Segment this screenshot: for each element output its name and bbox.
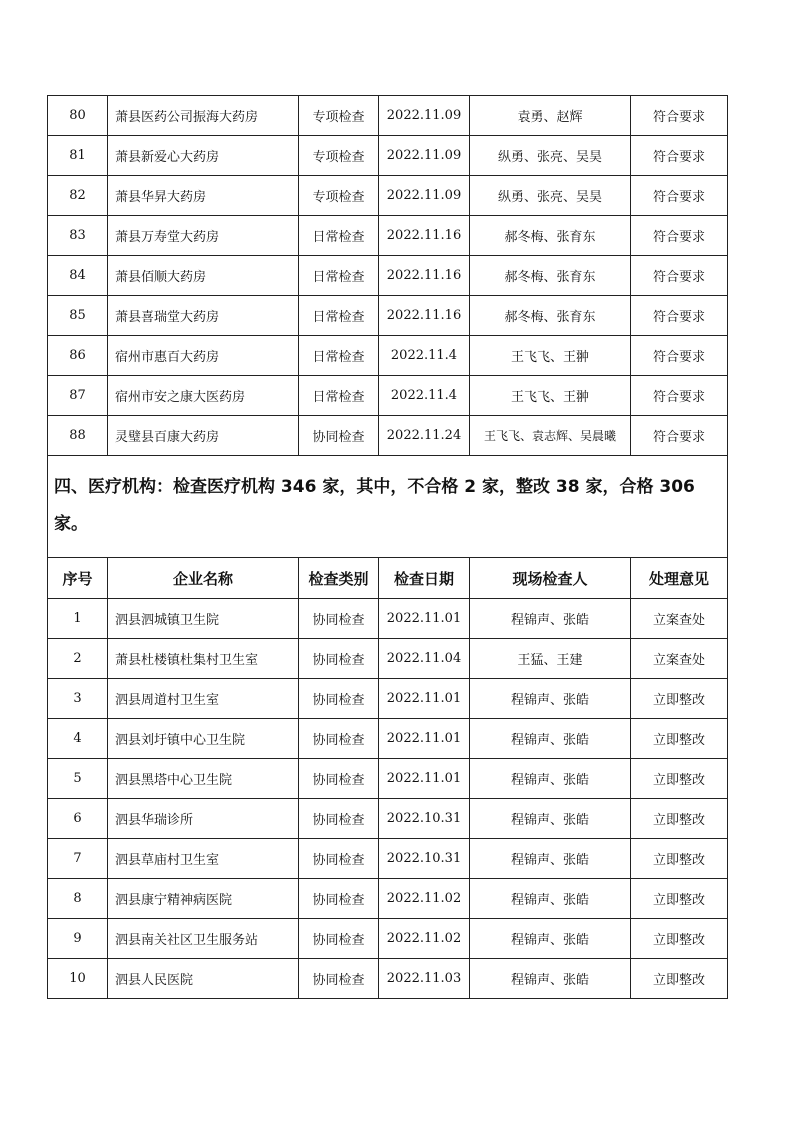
cell-type: 协同检查 [299,599,379,639]
table-row [48,416,728,456]
cell-no: 6 [48,799,108,839]
cell-name: 泗县南关社区卫生服务站 [108,919,299,959]
cell-date: 2022.11.01 [379,599,470,639]
cell-date: 2022.11.09 [379,176,470,216]
cell-no: 83 [48,216,108,256]
cell-inspectors: 程锦声、张皓 [470,919,631,959]
cell-name: 泗县黑塔中心卫生院 [108,759,299,799]
table-row [48,296,728,336]
cell-type: 协同检查 [299,416,379,456]
pharmacy-rows [48,96,728,456]
cell-result: 符合要求 [631,296,728,336]
cell-result: 立案查处 [631,639,728,679]
cell-type: 协同检查 [299,839,379,879]
cell-name: 宿州市惠百大药房 [108,336,299,376]
cell-inspectors: 纵勇、张亮、吴昊 [470,136,631,176]
table-row [48,136,728,176]
table-row [48,799,728,839]
cell-result: 符合要求 [631,216,728,256]
cell-no: 5 [48,759,108,799]
cell-date: 2022.11.09 [379,96,470,136]
cell-result: 符合要求 [631,416,728,456]
cell-type: 协同检查 [299,919,379,959]
cell-type: 专项检查 [299,96,379,136]
cell-name: 泗县周道村卫生室 [108,679,299,719]
cell-date: 2022.11.04 [379,639,470,679]
cell-name: 萧县万寿堂大药房 [108,216,299,256]
column-header-row [48,558,728,599]
cell-inspectors: 郝冬梅、张育东 [470,216,631,256]
header-name: 企业名称 [108,558,299,599]
cell-date: 2022.11.16 [379,256,470,296]
cell-inspectors: 程锦声、张皓 [470,599,631,639]
cell-name: 泗县人民医院 [108,959,299,999]
header-type: 检查类别 [299,558,379,599]
cell-inspectors: 程锦声、张皓 [470,679,631,719]
cell-inspectors: 王飞飞、袁志辉、吴晨曦 [470,416,631,456]
cell-inspectors: 程锦声、张皓 [470,879,631,919]
cell-date: 2022.11.02 [379,879,470,919]
cell-type: 协同检查 [299,719,379,759]
table-row [48,256,728,296]
cell-type: 协同检查 [299,879,379,919]
cell-inspectors: 王飞飞、王翀 [470,376,631,416]
table-row [48,879,728,919]
cell-result: 符合要求 [631,136,728,176]
cell-result: 符合要求 [631,176,728,216]
header-inspectors: 现场检查人 [470,558,631,599]
cell-type: 协同检查 [299,959,379,999]
table-row [48,376,728,416]
cell-type: 日常检查 [299,376,379,416]
cell-result: 立即整改 [631,959,728,999]
cell-name: 泗县草庙村卫生室 [108,839,299,879]
cell-type: 日常检查 [299,216,379,256]
cell-inspectors: 郝冬梅、张育东 [470,296,631,336]
cell-date: 2022.11.02 [379,919,470,959]
header-date: 检查日期 [379,558,470,599]
cell-no: 80 [48,96,108,136]
cell-no: 84 [48,256,108,296]
cell-type: 协同检查 [299,639,379,679]
cell-name: 泗县华瑞诊所 [108,799,299,839]
cell-inspectors: 王飞飞、王翀 [470,336,631,376]
cell-result: 立案查处 [631,599,728,639]
cell-name: 萧县杜楼镇杜集村卫生室 [108,639,299,679]
table-row [48,336,728,376]
table-row [48,759,728,799]
cell-name: 萧县佰顺大药房 [108,256,299,296]
cell-no: 87 [48,376,108,416]
cell-name: 泗县泗城镇卫生院 [108,599,299,639]
document-page [47,95,727,999]
cell-inspectors: 纵勇、张亮、吴昊 [470,176,631,216]
cell-date: 2022.11.01 [379,759,470,799]
cell-result: 立即整改 [631,919,728,959]
cell-inspectors: 袁勇、赵辉 [470,96,631,136]
header-no: 序号 [48,558,108,599]
cell-date: 2022.11.16 [379,296,470,336]
cell-result: 立即整改 [631,719,728,759]
cell-name: 泗县康宁精神病医院 [108,879,299,919]
table-row [48,679,728,719]
cell-type: 专项检查 [299,176,379,216]
cell-inspectors: 郝冬梅、张育东 [470,256,631,296]
cell-name: 灵璧县百康大药房 [108,416,299,456]
cell-no: 82 [48,176,108,216]
cell-no: 86 [48,336,108,376]
cell-date: 2022.10.31 [379,839,470,879]
cell-no: 88 [48,416,108,456]
table-row [48,599,728,639]
cell-result: 立即整改 [631,799,728,839]
cell-date: 2022.11.4 [379,376,470,416]
cell-no: 4 [48,719,108,759]
table-row [48,176,728,216]
table-row [48,919,728,959]
cell-result: 符合要求 [631,96,728,136]
cell-result: 立即整改 [631,679,728,719]
cell-no: 81 [48,136,108,176]
header-result: 处理意见 [631,558,728,599]
cell-result: 符合要求 [631,376,728,416]
cell-inspectors: 程锦声、张皓 [470,839,631,879]
cell-type: 协同检查 [299,799,379,839]
cell-name: 萧县喜瑞堂大药房 [108,296,299,336]
cell-date: 2022.11.03 [379,959,470,999]
cell-inspectors: 程锦声、张皓 [470,759,631,799]
cell-no: 7 [48,839,108,879]
section-header [48,456,728,599]
cell-no: 85 [48,296,108,336]
cell-result: 立即整改 [631,879,728,919]
cell-inspectors: 程锦声、张皓 [470,799,631,839]
cell-type: 日常检查 [299,336,379,376]
cell-result: 立即整改 [631,839,728,879]
cell-no: 1 [48,599,108,639]
cell-inspectors: 王猛、王建 [470,639,631,679]
cell-date: 2022.11.16 [379,216,470,256]
cell-inspectors: 程锦声、张皓 [470,719,631,759]
cell-date: 2022.11.4 [379,336,470,376]
cell-date: 2022.11.24 [379,416,470,456]
table-row [48,719,728,759]
cell-inspectors: 程锦声、张皓 [470,959,631,999]
cell-type: 协同检查 [299,679,379,719]
cell-type: 日常检查 [299,256,379,296]
table-row [48,216,728,256]
cell-type: 协同检查 [299,759,379,799]
cell-date: 2022.11.01 [379,679,470,719]
cell-no: 10 [48,959,108,999]
cell-name: 萧县华昇大药房 [108,176,299,216]
cell-date: 2022.11.01 [379,719,470,759]
inspection-table [47,95,728,999]
cell-result: 立即整改 [631,759,728,799]
cell-result: 符合要求 [631,336,728,376]
table-row [48,959,728,999]
cell-result: 符合要求 [631,256,728,296]
table-row [48,96,728,136]
table-row [48,639,728,679]
cell-no: 2 [48,639,108,679]
cell-no: 9 [48,919,108,959]
cell-date: 2022.10.31 [379,799,470,839]
cell-name: 宿州市安之康大医药房 [108,376,299,416]
table-row [48,839,728,879]
cell-no: 8 [48,879,108,919]
cell-name: 萧县新爱心大药房 [108,136,299,176]
cell-date: 2022.11.09 [379,136,470,176]
medical-institution-rows [48,599,728,999]
cell-name: 萧县医药公司振海大药房 [108,96,299,136]
section-title: 四、医疗机构：检查医疗机构 346 家，其中，不合格 2 家，整改 38 家，合格 306 家。 [48,456,728,558]
cell-type: 日常检查 [299,296,379,336]
cell-type: 专项检查 [299,136,379,176]
cell-no: 3 [48,679,108,719]
cell-name: 泗县刘圩镇中心卫生院 [108,719,299,759]
